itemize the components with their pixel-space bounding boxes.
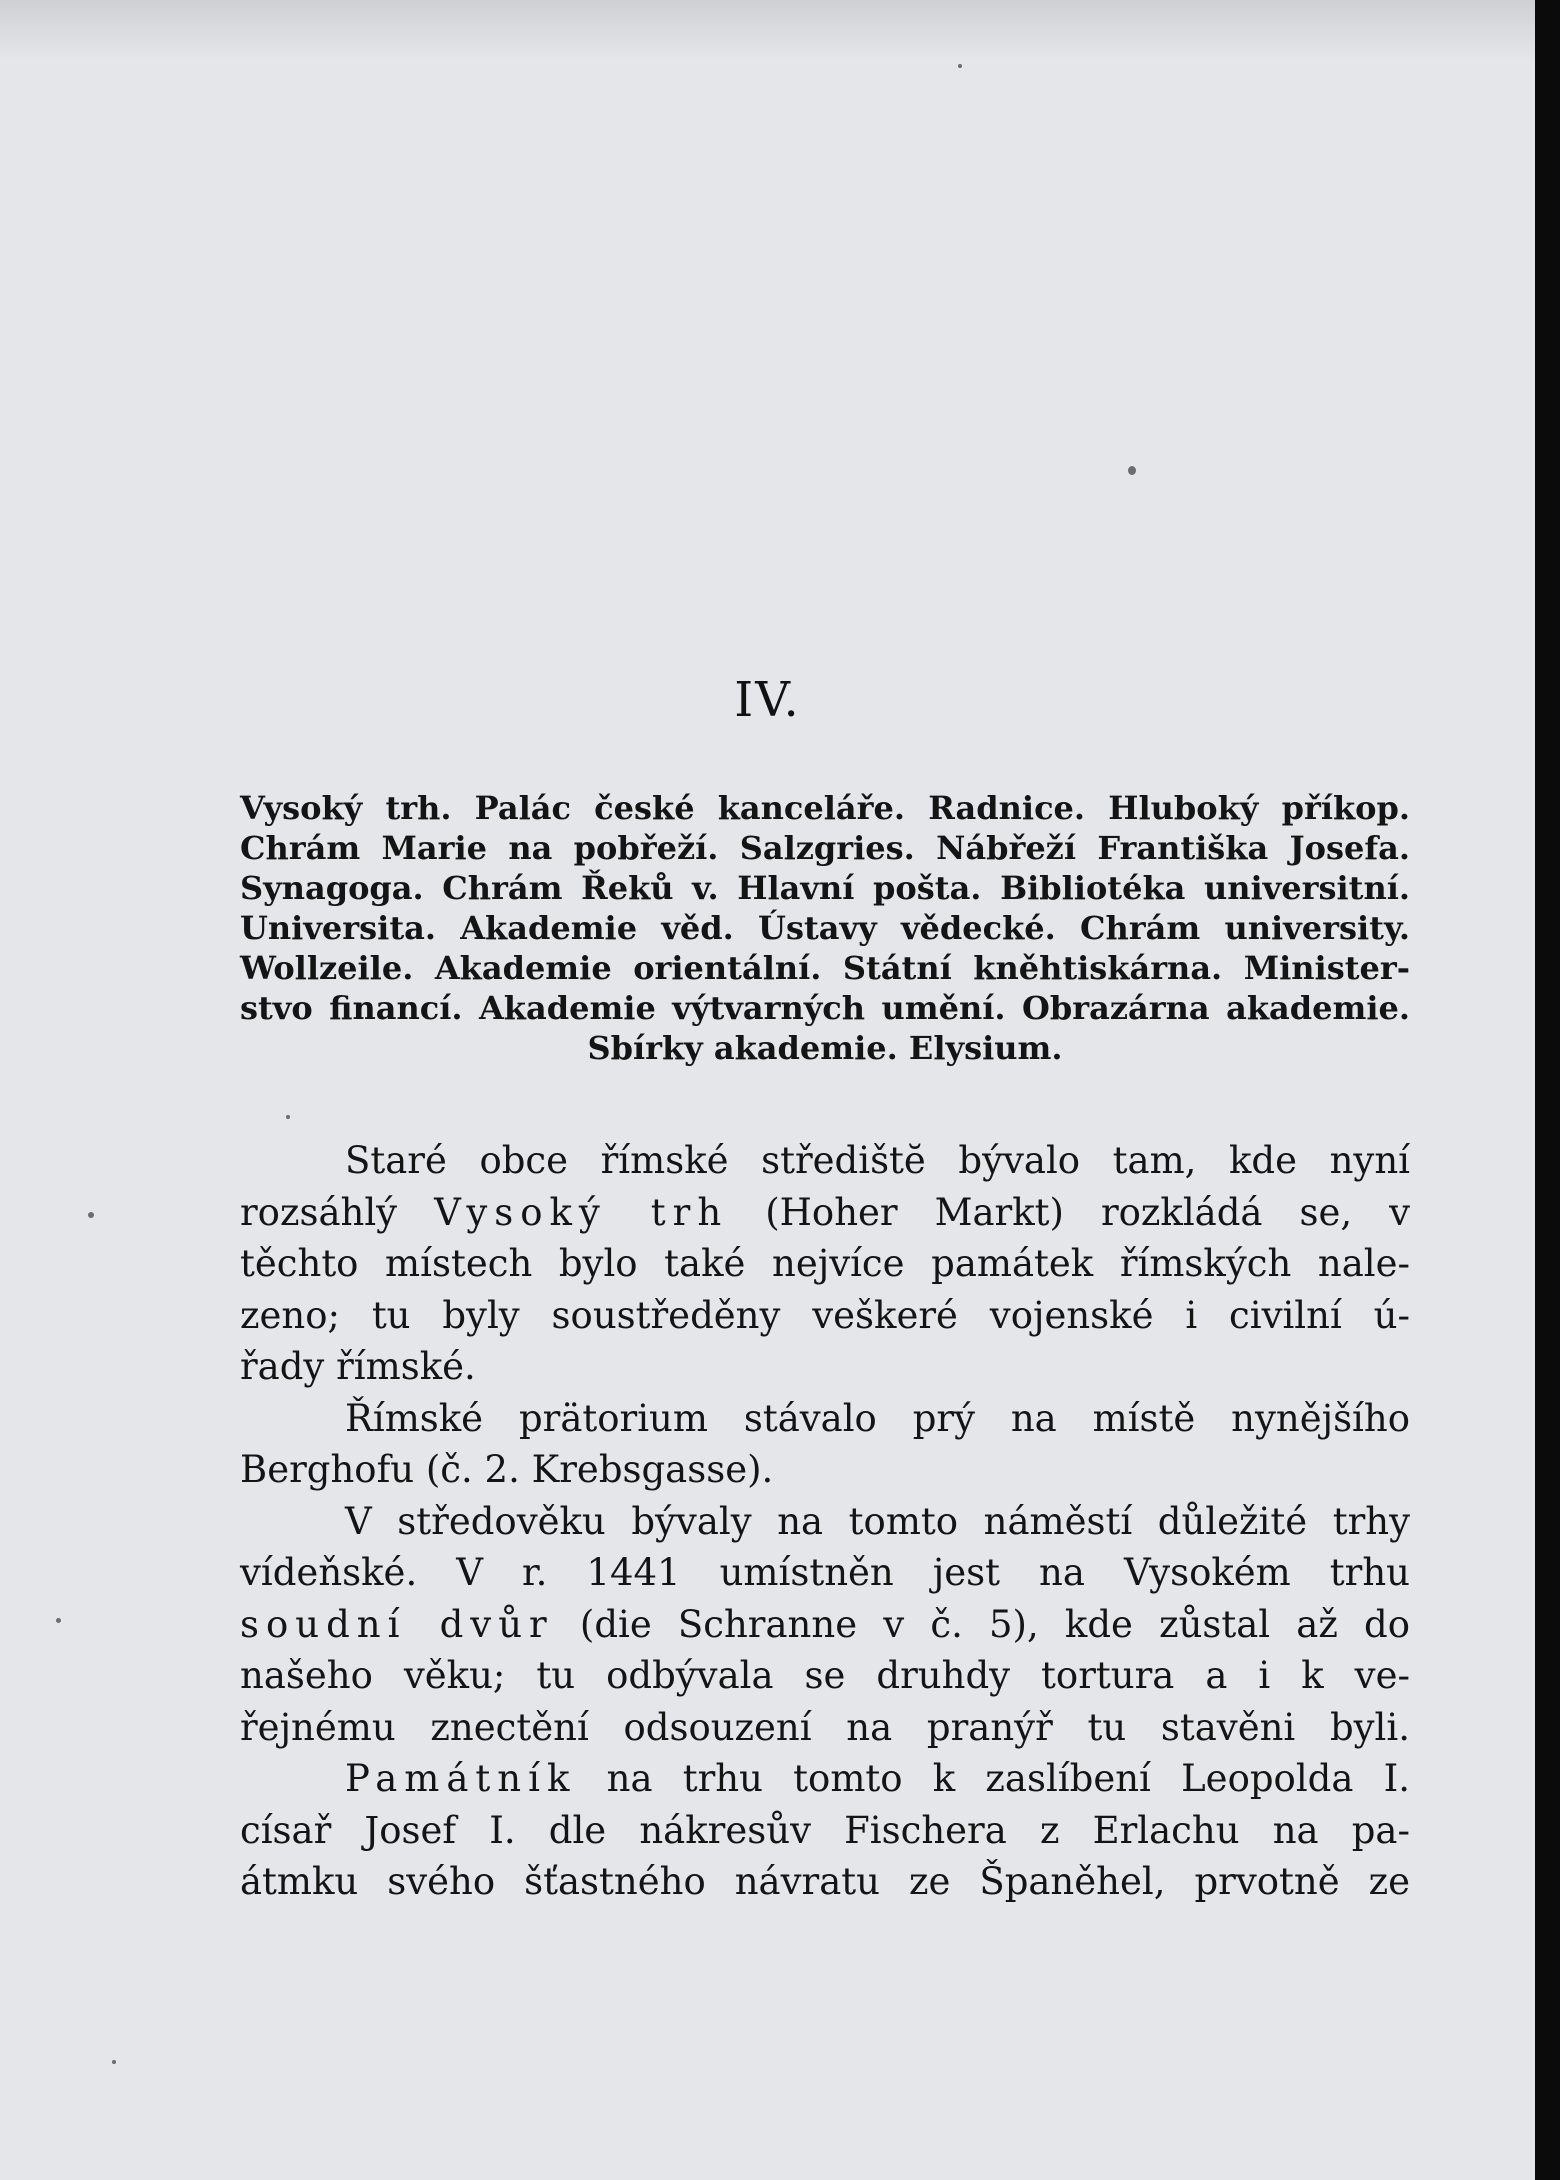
- text-line: V středověku bývaly na tomto náměstí důležité trhy: [345, 1499, 1410, 1543]
- text-fragment: rozsáhlý: [240, 1190, 398, 1234]
- spaced-term: Vysoký trh: [434, 1190, 729, 1234]
- summary-line: stvo financí. Akademie výtvarných umění. Obrazárna akademie.: [240, 989, 1410, 1027]
- summary-line: Synagoga. Chrám Řeků v. Hlavní pošta. Bibliotéka universitní.: [240, 869, 1410, 907]
- text-line: Berghofu (č. 2. Krebsgasse).: [240, 1448, 774, 1491]
- body-text: [240, 1135, 1410, 1908]
- summary-line: Chrám Marie na pobřeží. Salzgries. Nábřeží Františka Josefa.: [240, 829, 1410, 867]
- text-fragment: (Hoher Markt) rozkládá se, v: [765, 1190, 1411, 1234]
- text-line: vídeňské. V r. 1441 umístněn jest na Vysokém trhu: [240, 1551, 1410, 1594]
- summary-line: Sbírky akademie. Elysium.: [587, 1029, 1063, 1067]
- text-line: těchto místech bylo také nejvíce památek římských nale-: [240, 1242, 1410, 1285]
- summary-line: Wollzeile. Akademie orientální. Státní kněhtiskárna. Minister-: [240, 949, 1410, 987]
- text-fragment: (die Schranne v č. 5), kde zůstal až do: [579, 1602, 1410, 1646]
- text-fragment: na trhu tomto k zaslíbení Leopolda I.: [606, 1757, 1410, 1800]
- paper-speck: [88, 1212, 94, 1218]
- text-line: Staré obce římské středištĕ bývalo tam, kde nyní: [345, 1139, 1410, 1182]
- spaced-term: soudní dvůr: [240, 1602, 554, 1646]
- summary-line: Universita. Akademie věd. Ústavy vědecké. Chrám university.: [240, 909, 1410, 947]
- scan-edge: [1535, 0, 1560, 2180]
- chapter-summary: [240, 788, 1410, 1068]
- text-line: átmku svého šťastného návratu ze Španěhel, prvotně ze: [240, 1860, 1410, 1903]
- text-line: císař Josef I. dle nákresův Fischera z Erlachu na pa-: [240, 1808, 1410, 1852]
- text-line: řejnému znectění odsouzení na pranýř tu stavěni byli.: [240, 1705, 1410, 1749]
- paper-speck: [286, 1115, 290, 1119]
- chapter-numeral: IV.: [734, 672, 801, 728]
- spaced-term: Památník: [345, 1757, 577, 1800]
- text-line: zeno; tu byly soustředěny veškeré vojenské i civilní ú-: [240, 1293, 1410, 1337]
- text-line: řady římské.: [240, 1345, 476, 1388]
- paper-speck: [1128, 466, 1136, 475]
- text-line: [240, 1187, 1410, 1239]
- scan-shading: [0, 0, 1535, 60]
- paper-speck: [958, 64, 962, 68]
- summary-line: Vysoký trh. Palác české kanceláře. Radnice. Hluboký příkop.: [240, 789, 1410, 827]
- paper-speck: [112, 2060, 116, 2064]
- text-line: [240, 1599, 1410, 1651]
- paper-speck: [56, 1618, 61, 1623]
- text-line: Římské prätorium stávalo prý na místě nynějšího: [345, 1396, 1410, 1440]
- text-line: našeho věku; tu odbývala se druhdy tortura a i k ve-: [240, 1654, 1410, 1697]
- text-line: [240, 1753, 1410, 1805]
